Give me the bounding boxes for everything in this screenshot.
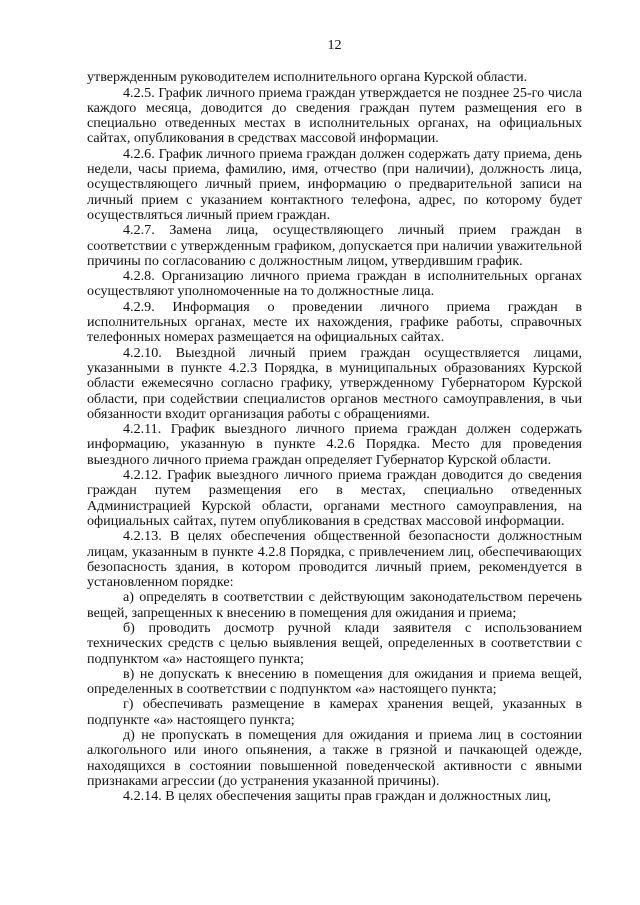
- paragraph: г) обеспечивать размещение в камерах хранения вещей, указанных в подпункте «а» настоящего пункта;: [87, 696, 582, 728]
- paragraph: д) не пропускать в помещения для ожидания и приема лиц в состоянии алкогольного или иного опьянения, а также в грязной и пачкающей одежде, находящихся в состоянии повышенной поведенческой активности с явными признаками агрессии (до устранения указанной причины).: [87, 727, 582, 789]
- paragraph: 4.2.7. Замена лица, осуществляющего личный прием граждан в соответствии с утвержденным графиком, допускается при наличии уважительной причины по согласованию с должностным лицом, утвердившим график.: [87, 222, 582, 269]
- paragraph: 4.2.5. График личного приема граждан утверждается не позднее 25-го числа каждого месяца, доводится до сведения граждан путем размещения его в специально отведенных местах в исполнительных органах, на официальных сайтах, опубликования в средствах массовой информации.: [87, 84, 582, 147]
- paragraph: 4.2.8. Организацию личного приема граждан в исполнительных органах осуществляют уполномоченные на то должностные лица.: [87, 268, 582, 300]
- paragraph: утвержденным руководителем исполнительного органа Курской области.: [87, 69, 528, 86]
- document-body: [87, 70, 582, 804]
- paragraph: 4.2.13. В целях обеспечения общественной безопасности должностным лицам, указанным в пункте 4.2.8 Порядка, с привлечением лиц, обеспечивающих безопасность здания, в котором проводится личный прием, рекомендуется в установленном порядке:: [87, 528, 582, 591]
- paragraph: 4.2.6. График личного приема граждан должен содержать дату приема, день недели, часы приема, фамилию, имя, отчество (при наличии), должность лица, осуществляющего личный прием, информацию о предварительной записи на личный прием с указанием контактного телефона, адрес, по которому будет осуществляться личный прием граждан.: [87, 145, 582, 223]
- page-number: 12: [327, 37, 342, 53]
- paragraph: 4.2.11. График выездного личного приема граждан должен содержать информацию, указанную в пункте 4.2.6 Порядка. Место для проведения выездного личного приема граждан определяет Губернатор Курской области.: [87, 421, 582, 468]
- paragraph: 4.2.12. График выездного личного приема граждан доводится до сведения граждан путем размещения его в местах, специально отведенных Администрацией Курской области, органами местного самоуправления, на официальных сайтах, путем опубликования в средствах массовой информации.: [87, 467, 582, 529]
- paragraph: 4.2.14. В целях обеспечения защиты прав граждан и должностных лиц,: [123, 788, 552, 805]
- paragraph: в) не допускать к внесению в помещения для ожидания и приема вещей, определенных в соответствии с подпунктом «а» настоящего пункта;: [87, 665, 582, 698]
- paragraph: 4.2.10. Выездной личный прием граждан осуществляется лицами, указанными в пункте 4.2.3 Порядка, в муниципальных образованиях Курской области ежемесячно согласно графику, утвержденному Губернатором Курской области, при содействии специалистов органов местного самоуправления, в чьи обязанности входит организация работы с обращениями.: [87, 344, 582, 422]
- paragraph: а) определять в соответствии с действующим законодательством перечень вещей, запрещенных к внесению в помещения для ожидания и приема;: [87, 589, 582, 621]
- paragraph: б) проводить досмотр ручной клади заявителя с использованием технических средств с целью выявления вещей, определенных в соответствии с подпунктом «а» настоящего пункта;: [87, 619, 582, 667]
- paragraph: 4.2.9. Информация о проведении личного приема граждан в исполнительных органах, месте их нахождения, графике работы, справочных телефонных номерах размещается на официальных сайтах.: [87, 298, 582, 346]
